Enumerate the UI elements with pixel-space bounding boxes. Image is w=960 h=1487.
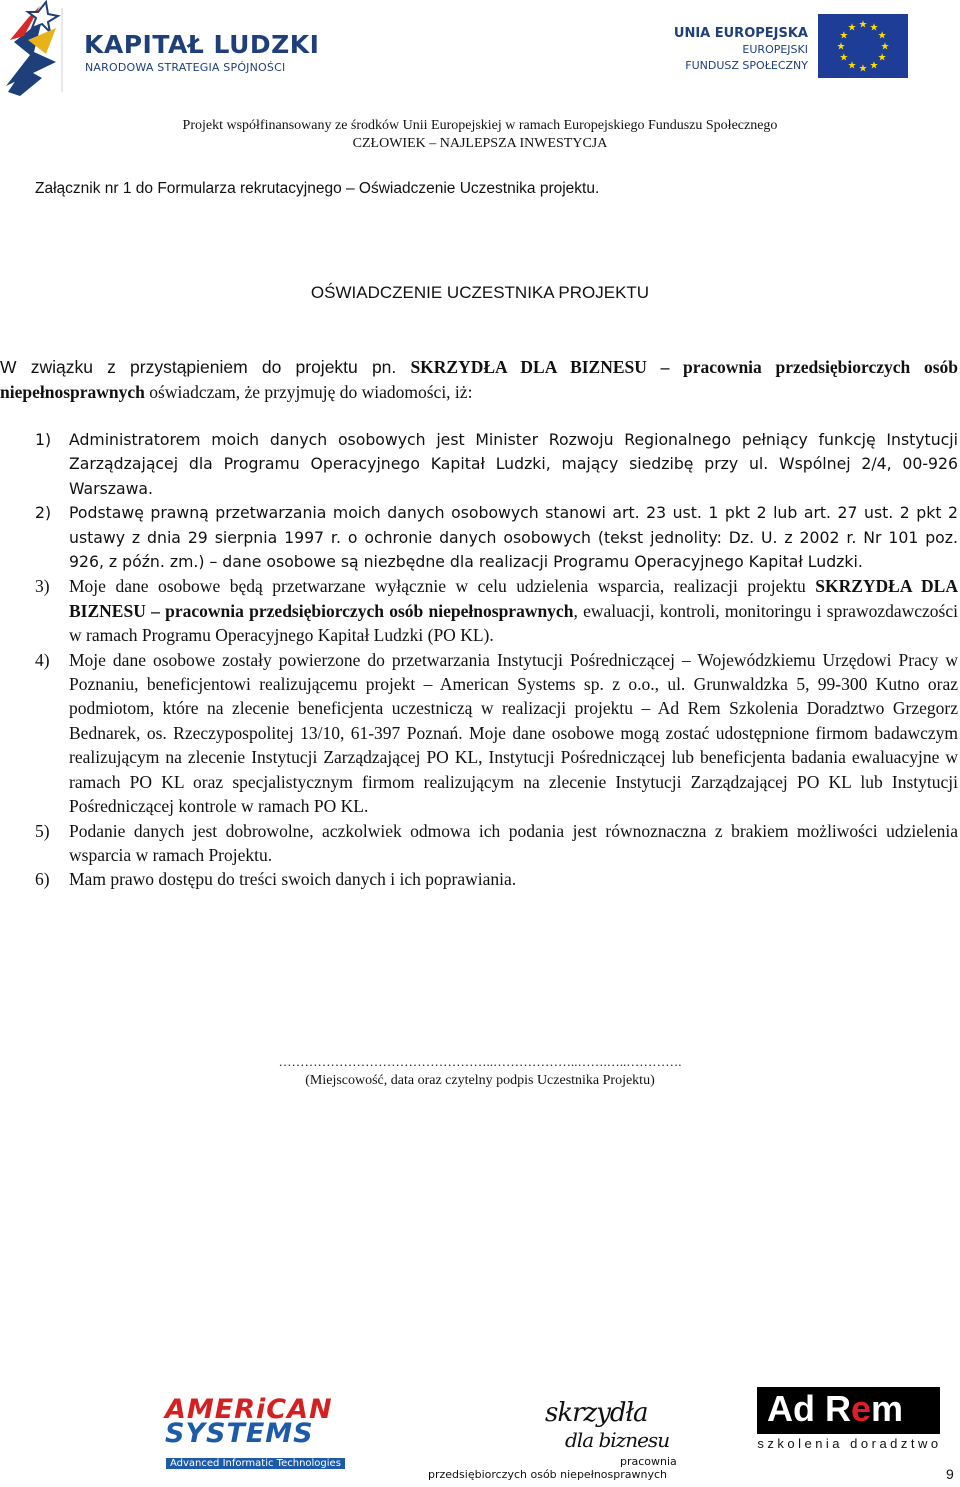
list-item-number: 6) (35, 869, 50, 890)
signature-caption: (Miejscowość, data oraz czytelny podpis Uczestnika Projektu) (305, 1073, 655, 1088)
list-item (0, 501, 960, 574)
page-number: 9 (946, 1466, 954, 1482)
eu-flag-icon (818, 14, 908, 78)
list-item (0, 428, 960, 501)
adrem-logo-subtitle: szkolenia doradztwo (757, 1436, 942, 1451)
eu-logo-line1: UNIA EUROPEJSKA (673, 26, 808, 41)
eu-flag-star-icon: ★ (839, 52, 849, 64)
project-slogan-line: CZŁOWIEK – NAJLEPSZA INWESTYCJA (352, 136, 608, 151)
eu-flag-star-icon: ★ (858, 19, 868, 31)
kapital-ludzki-subtitle: NARODOWA STRATEGIA SPÓJNOŚCI (85, 61, 286, 74)
list-item-number: 3) (35, 576, 50, 597)
eu-flag-star-icon: ★ (877, 52, 887, 64)
list-item (0, 574, 960, 647)
document-title: OŚWIADCZENIE UCZESTNIKA PROJEKTU (310, 283, 650, 302)
eu-logo-line3: FUNDUSZ SPOŁECZNY (685, 59, 808, 72)
list-item-text: Mam prawo dostępu do treści swoich danych i ich poprawiania. (69, 869, 517, 890)
intro-prefix: W związku z przystąpieniem do projektu pn. (0, 357, 411, 377)
skrzydla-logo-script2: dla biznesu (565, 1428, 670, 1452)
list-item-text: Podstawę prawną przetwarzania moich danych osobowych stanowi art. 23 ust. 1 pkt 2 lub art. 27 ust. 2 pkt 2 ustawy z dnia 29 sierpnia 1997 r. o ochronie danych osobowych (tekst jednolity: Dz. U. z 2002 r. Nr 101 poz. 926, z późn. zm.) – dane osobowe są niezbędne dla realizacji Programu Operacyjnego Kapitał Ludzki. (69, 503, 958, 572)
skrzydla-logo-line2: przedsiębiorczych osób niepełnosprawnych (428, 1468, 667, 1481)
attachment-heading: Załącznik nr 1 do Formularza rekrutacyjnego – Oświadczenie Uczestnika projektu. (35, 180, 600, 197)
list-item-number: 5) (35, 820, 50, 841)
list-item-text: Administratorem moich danych osobowych jest Minister Rozwoju Regionalnego pełniący funkcję Instytucji Zarządzającej dla Programu Operacyjnego Kapitał Ludzki, mający siedzibę przy ul. Wspólnej 2/4, 00-926 Warszawa. (69, 430, 958, 498)
list-item-text-post: , ewaluacji, kontroli, monitoringu i sprawozdawczości w ramach Programu Operacyjnego Kapitał Ludzki (PO KL). (69, 600, 958, 646)
list-item-text: Moje dane osobowe zostały powierzone do przetwarzania Instytucji Pośredniczącej – Wojewódzkiemu Urzędowi Pracy w Poznaniu, beneficjentowi realizującemu projekt – American Systems sp. z o.o., ul. Grunwaldzka 5, 99-300 Kutno oraz podmiotom, które na zlecenie beneficjenta uczestniczą w realizacji projektu – Ad Rem Szkolenia Doradztwo Grzegorz Bednarek, os. Rzeczypospolitej 13/10, 61-397 Poznań. Moje dane osobowe mogą zostać udostępnione firmom badawczym realizującym na zlecenie Instytucji Zarządzającej PO KL, Instytucji Pośredniczącej lub beneficjenta badania ewaluacyjne w ramach PO KL oraz specjalistycznym firmom realizującym na zlecenie Instytucji Zarządzającej PO KL lub Instytucji Pośredniczącej kontrole w ramach PO KL. (69, 649, 958, 817)
american-systems-logo-word1: AMERiCAN (165, 1394, 333, 1425)
eu-flag-star-icon: ★ (858, 63, 868, 75)
eu-flag-star-icon: ★ (847, 22, 857, 34)
adrem-logo-part-c: m (871, 1388, 904, 1429)
intro-project-name: SKRZYDŁA DLA BIZNESU – pracownia przedsiębiorczych osób niepełnosprawnych (0, 357, 958, 402)
american-systems-logo-word2: SYSTEMS (165, 1418, 314, 1449)
list-item-project-name: SKRZYDŁA DLA BIZNESU – pracownia przedsiębiorczych osób niepełnosprawnych (69, 576, 958, 621)
list-item-text: Podanie danych jest dobrowolne, aczkolwiek odmowa ich podania jest równoznaczna z brakiem możliwości udzielenia wsparcia w ramach Projektu. (69, 820, 958, 865)
eu-flag-star-icon: ★ (839, 30, 849, 42)
list-item-number: 1) (35, 430, 52, 449)
eu-logo-text (674, 26, 808, 74)
statement-list (0, 428, 960, 892)
intro-paragraph (0, 355, 958, 405)
eu-flag-star-icon: ★ (836, 41, 846, 53)
eu-flag-star-icon: ★ (880, 41, 890, 53)
list-item-text-pre: Moje dane osobowe będą przetwarzane wyłącznie w celu udzielenia wsparcia, realizacji projektu (69, 576, 816, 597)
adrem-logo-part-a: Ad R (767, 1388, 851, 1429)
adrem-logo-part-b: e (851, 1388, 872, 1429)
kapital-ludzki-title: KAPITAŁ LUDZKI (84, 30, 320, 59)
list-item (0, 867, 960, 891)
eu-flag-star-icon: ★ (877, 30, 887, 42)
list-item (0, 648, 960, 819)
signature-line: …………………………………………..………………..…….…..…………. (278, 1054, 682, 1069)
list-item-number: 2) (35, 503, 52, 523)
intro-suffix: oświadczam, że przyjmuję do wiadomości, iż: (144, 382, 473, 402)
eu-logo-line2: EUROPEJSKI (742, 43, 808, 56)
list-item-number: 4) (35, 649, 50, 670)
adrem-logo-text (767, 1388, 903, 1430)
american-systems-tagline: Advanced Informatic Technologies (166, 1458, 345, 1469)
skrzydla-logo-script1: skrzydła (545, 1398, 648, 1428)
eu-flag-star-icon: ★ (869, 22, 879, 34)
project-funding-line: Projekt współfinansowany ze środków Unii Europejskiej w ramach Europejskiego Funduszu Społecznego (182, 118, 778, 133)
list-item (0, 819, 960, 868)
eu-flag-star-icon: ★ (869, 60, 879, 72)
skrzydla-logo-line1: pracownia (620, 1455, 677, 1468)
eu-flag-star-icon: ★ (847, 60, 857, 72)
